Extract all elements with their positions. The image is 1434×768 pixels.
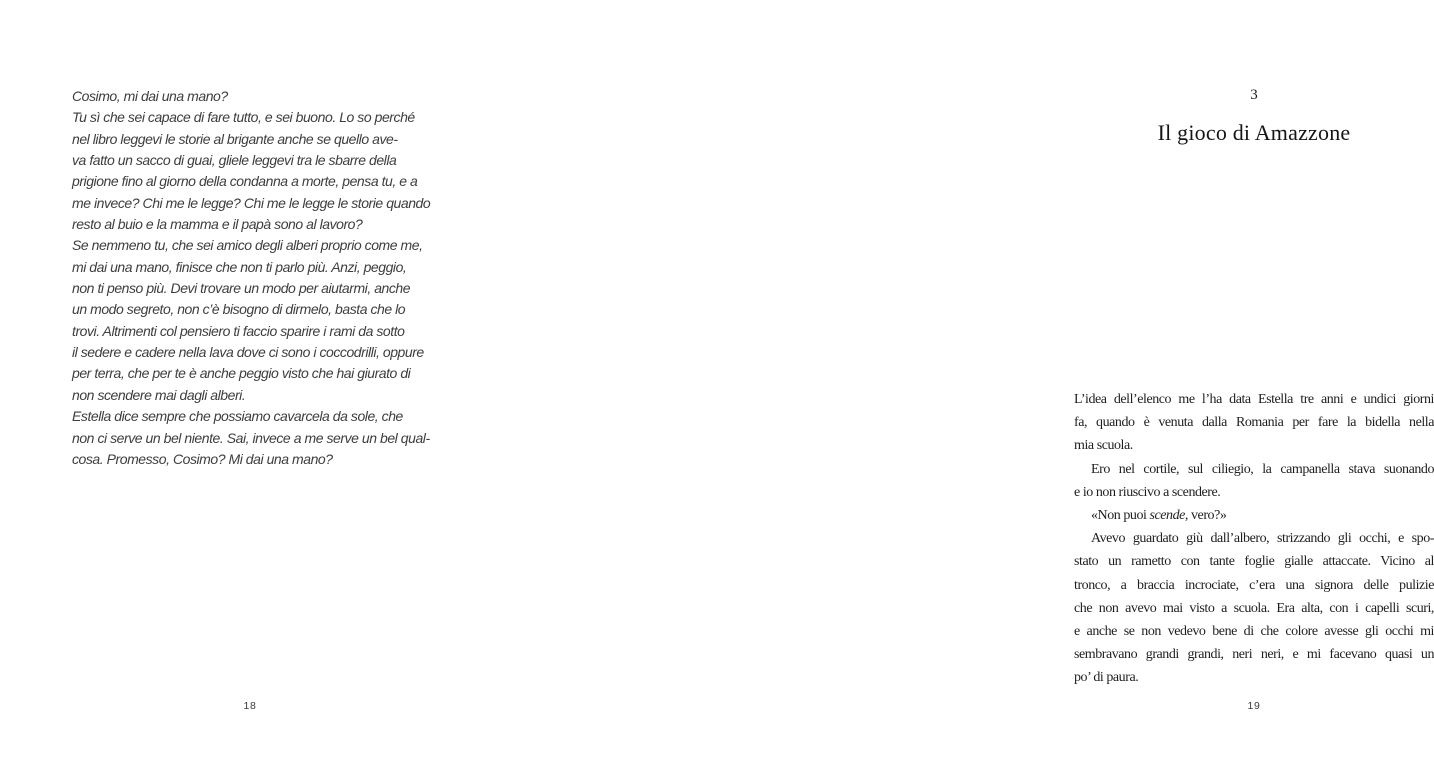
body-paragraph-2: Ero nel cortile, sul ciliegio, la campanella stava suonando e io non riuscivo a scendere. (1074, 461, 1434, 500)
page-number-right: 19 (1247, 700, 1261, 712)
chapter-body (1074, 388, 1434, 690)
dialogue-emphasis: scende (1149, 508, 1185, 524)
chapter-number: 3 (1250, 87, 1258, 103)
body-paragraph-1: L’idea dell’elenco me l’ha data Estella tre anni e undici giorni fa, quando è venuta dalla Romania per fare la bidella nella mia scuola. (1074, 392, 1434, 454)
right-page (500, 0, 1434, 768)
letter-text: Cosimo, mi dai una mano? Tu sì che sei capace di fare tutto, e sei buono. Lo so perché nel libro leggevi le storie al brigante anche se quello ave- va fatto un sacco di guai, gliele leggevi tra le sbarre della prigione fino al giorno della condanna a morte, pensa tu, e a me invece? Chi me le legge? Chi me le legge le storie quando resto al buio e la mamma e il papà sono al lavoro? Se nemmeno tu, che sei amico degli alberi proprio come me, mi dai una mano, finisce che non ti parlo più. Anzi, peggio, non ti penso più. Devi trovare un modo per aiutarmi, anche un modo segreto, non c’è bisogno di dirmelo, basta che lo trovi. Altrimenti col pensiero ti faccio sparire i rami da sotto il sedere e cadere nella lava dove ci sono i coccodrilli, oppure per terra, che per te è anche peggio visto che hai giurato di non scendere mai dagli alberi. Estella dice sempre che possiamo cavarcela da sole, che non ci serve un bel niente. Sai, invece a me serve un bel qual- cosa. Promesso, Cosimo? Mi dai una mano? (72, 88, 431, 467)
left-page (0, 0, 500, 768)
page-number-left: 18 (243, 700, 257, 712)
dialogue-line (1074, 504, 1434, 527)
body-paragraph-3: Avevo guardato giù dall’albero, strizzando gli occhi, e spo- stato un rametto con tante foglie gialle attaccate. Vicino al tronco, a braccia incrociate, c’era una signora delle pulizie che non avevo mai visto a scuola. Era alta, con i capelli scuri, e anche se non vedevo bene di che colore avesse gli occhi mi sembravano grandi grandi, neri neri, e mi facevano quasi un po’ di paura. (1074, 531, 1434, 686)
dialogue-suffix: , vero?» (1184, 508, 1227, 524)
chapter-title: Il gioco di Amazzone (1157, 120, 1351, 145)
dialogue-prefix: «Non puoi (1091, 508, 1150, 524)
